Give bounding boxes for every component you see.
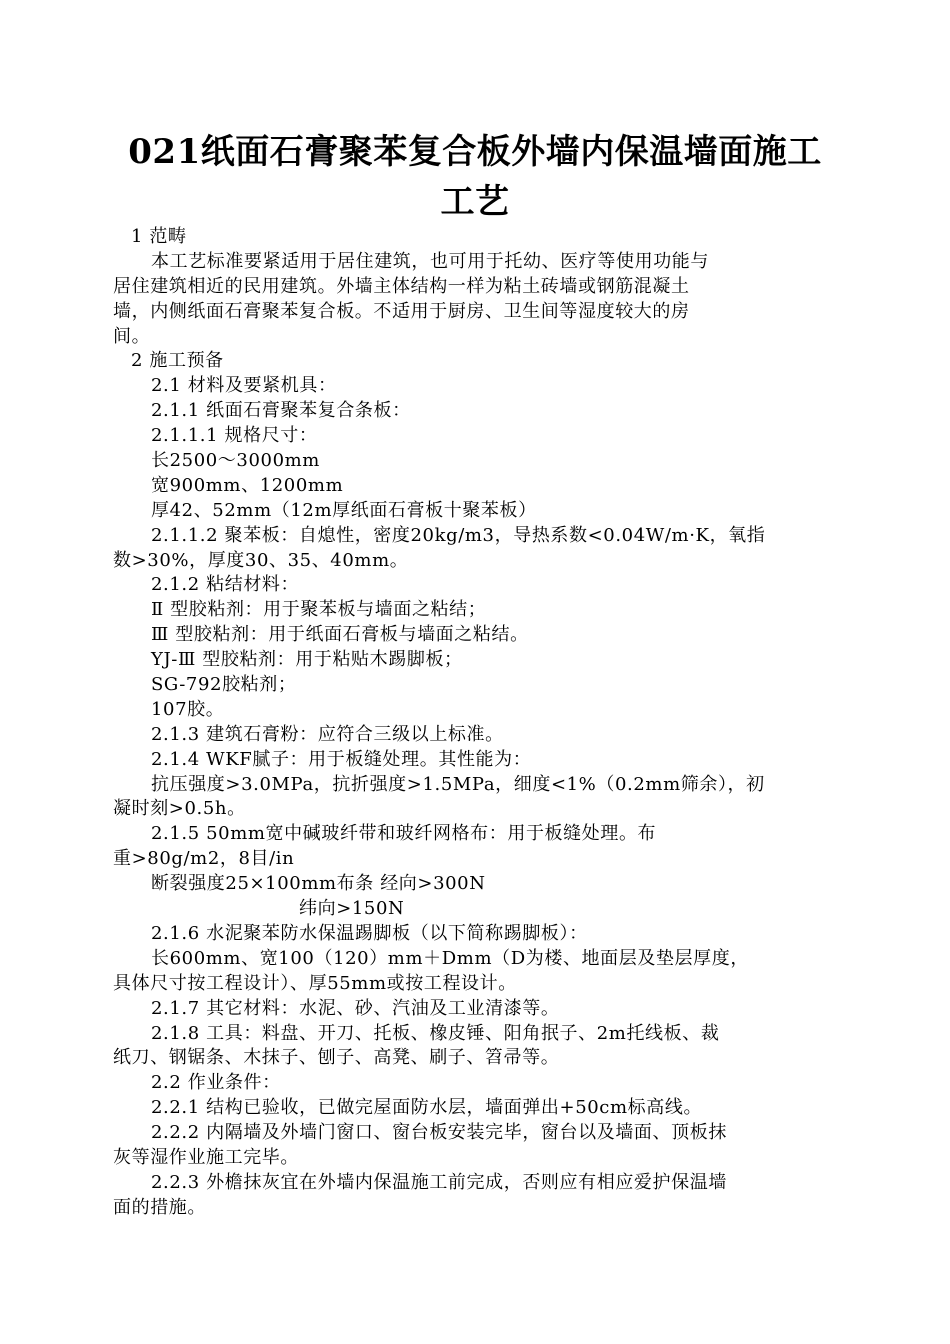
text-line: 2.1.3 建筑石膏粉：应符合三级以上标准。 <box>151 723 504 745</box>
text-line: 2.1.1.1 规格尺寸： <box>151 425 318 447</box>
document-title-line-1: 021纸面石膏聚苯复合板外墙内保温墙面施工 <box>128 132 822 172</box>
text-line: SG-792胶粘剂； <box>151 674 297 696</box>
text-line: 纸刀、钢锯条、木抹子、刨子、高凳、刷子、笤帚等。 <box>113 1047 560 1069</box>
text-line: 纬向>150N <box>299 898 405 920</box>
text-line: 居住建筑相近的民用建筑。外墙主体结构一样为粘土砖墙或钢筋混凝土 <box>113 275 690 297</box>
text-line: 重>80g/m2，8目/in <box>113 848 295 870</box>
text-line: 墙，内侧纸面石膏聚苯复合板。不适用于厨房、卫生间等湿度较大的房 <box>113 300 690 322</box>
text-line: 2.1.1 纸面石膏聚苯复合条板： <box>151 400 411 422</box>
text-line: 凝时刻>0.5h。 <box>113 798 246 820</box>
text-line: 宽900mm、1200mm <box>151 474 344 496</box>
text-line: 2.2.3 外檐抹灰宜在外墙内保温施工前完成，否则应有相应爱护保温墙 <box>151 1171 727 1193</box>
text-line: 2.1.7 其它材料：水泥、砂、汽油及工业清漆等。 <box>151 997 560 1019</box>
text-line: 本工艺标准要紧适用于居住建筑，也可用于托幼、医疗等使用功能与 <box>151 250 709 272</box>
text-line: YJ-Ⅲ 型胶粘剂：用于粘贴木踢脚板； <box>151 649 463 671</box>
text-line: 2.1.4 WKF腻子：用于板缝处理。其性能为： <box>151 748 532 770</box>
text-line: 2.2 作业条件： <box>151 1072 281 1094</box>
text-line: 107胶。 <box>151 698 225 720</box>
document-title-line-2: 工艺 <box>440 182 510 222</box>
text-line: 2 施工预备 <box>131 350 224 372</box>
text-line: 2.1.8 工具：料盘、开刀、托板、橡皮锤、阳角抿子、2m托线板、裁 <box>151 1022 720 1044</box>
text-line: Ⅱ 型胶粘剂：用于聚苯板与墙面之粘结； <box>151 599 487 621</box>
text-line: 2.1.1.2 聚苯板：自熄性，密度20kg/m3，导热系数<0.04W/m·K，氧指 <box>151 524 766 546</box>
text-line: 2.1 材料及要紧机具： <box>151 375 337 397</box>
text-line: 数>30%，厚度30、35、40mm。 <box>113 549 409 571</box>
text-line: Ⅲ 型胶粘剂：用于纸面石膏板与墙面之粘结。 <box>151 624 529 646</box>
text-line: 断裂强度25×100mm布条 经向>300N <box>151 873 486 895</box>
text-line: 1 范畴 <box>131 226 187 247</box>
text-line: 长2500～3000mm <box>151 450 320 472</box>
text-line: 面的措施。 <box>113 1196 206 1218</box>
text-line: 2.1.5 50mm宽中碱玻纤带和玻纤网格布：用于板缝处理。布 <box>151 823 657 845</box>
text-line: 长600mm、宽100（120）mm＋Dmm（D为楼、地面层及垫层厚度， <box>151 947 749 969</box>
text-line: 2.2.2 内隔墙及外墙门窗口、窗台板安装完毕，窗台以及墙面、顶板抹 <box>151 1122 727 1144</box>
text-line: 2.1.6 水泥聚苯防水保温踢脚板（以下简称踢脚板）： <box>151 922 588 944</box>
document-body <box>113 225 833 1221</box>
text-line: 具体尺寸按工程设计）、厚55mm或按工程设计。 <box>113 972 517 994</box>
text-line: 灰等湿作业施工完毕。 <box>113 1146 299 1168</box>
text-line: 抗压强度>3.0MPa，抗折强度>1.5MPa，细度<1%（0.2mm筛余），初 <box>151 773 765 795</box>
text-line: 厚42、52mm（12m厚纸面石膏板十聚苯板） <box>151 499 537 521</box>
text-line: 2.1.2 粘结材料： <box>151 574 300 596</box>
text-line: 间。 <box>113 325 151 347</box>
text-line: 2.2.1 结构已验收，已做完屋面防水层，墙面弹出+50cm标高线。 <box>151 1097 703 1119</box>
